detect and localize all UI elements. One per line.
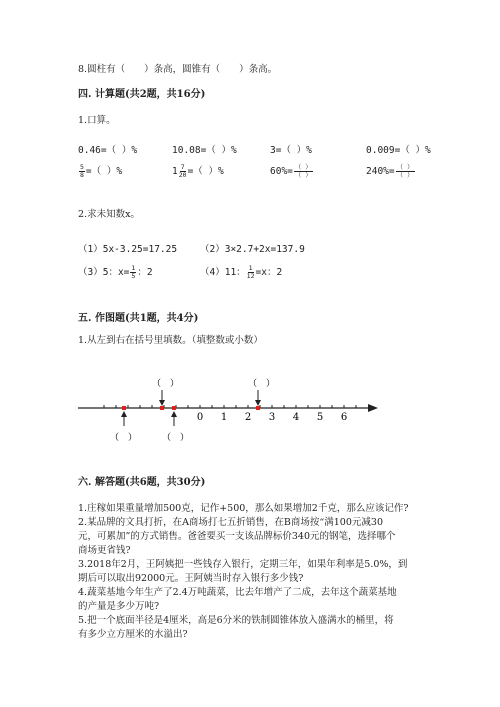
frac-den: 8 [80, 171, 84, 179]
eq3-post: ：2 [137, 267, 153, 278]
frac-num: 5 [80, 163, 84, 171]
section-4-q2: 2.求未知数x。 [78, 209, 140, 220]
oral-r2c2 [172, 164, 224, 179]
marker-1 [122, 406, 126, 410]
blank-bottom-2: （ ） [162, 433, 190, 443]
marker-3 [172, 406, 176, 410]
frac-num: （ ） [396, 163, 414, 171]
problem-2-line-1: 2.某品牌的文具打折，在A商场打七五折销售，在B商场按“满100元减30 [78, 517, 383, 528]
problem-5-line-1: 5.把一个底面半径是4厘米，高是6分米的铁制圆锥体放入盛满水的桶里，将 [78, 615, 394, 626]
section-4-title: 四. 计算题(共2题，共16分) [78, 89, 206, 100]
tick-label-4: 4 [292, 412, 300, 423]
mixed-whole: 1 [172, 166, 178, 177]
marker-2 [160, 406, 164, 410]
number-line-figure [70, 368, 390, 448]
frac-den: （ ） [294, 171, 312, 179]
blank-bottom-1: （ ） [110, 433, 138, 443]
frac-num: 7 [180, 163, 185, 171]
blank-top-2: （ ） [248, 379, 276, 389]
up-arrow-1-head-icon [121, 411, 127, 417]
section-6-title: 六. 解答题(共6题，共30分) [78, 477, 206, 488]
oral-r2c3-pre: 60%= [270, 166, 293, 177]
oral-r1c2: 10.08=（ ）% [172, 145, 237, 156]
oral-r1c3: 3=（ ）% [270, 145, 312, 156]
equation-3 [78, 265, 153, 280]
oral-r2c2-rest: =（ ）% [187, 166, 224, 177]
equation-4 [200, 265, 282, 280]
section-4-q1: 1.口算。 [78, 115, 116, 126]
oral-r2c4-pre: 240%= [366, 166, 395, 177]
frac-den: （ ） [396, 171, 414, 179]
problem-5-line-2: 有多少立方厘米的水溢出? [78, 629, 188, 640]
frac-den: 20 [178, 171, 187, 179]
oral-r1c1: 0.46=（ ）% [78, 145, 138, 156]
frac-num: 1 [248, 264, 253, 272]
frac-num: （ ） [294, 163, 312, 171]
eq3-pre: （3）5：x= [78, 267, 130, 278]
section-5-title: 五. 作图题(共1题，共4分) [78, 313, 199, 324]
tick-label-0: 0 [196, 412, 204, 423]
question-8: 8.圆柱有（ ）条高，圆锥有（ ）条高。 [78, 64, 278, 75]
tick-label-6: 6 [340, 412, 348, 423]
problem-2-line-2: 元，可累加”的方式销售。爸爸要买一支该品牌标价340元的钢笔，选择哪个 [78, 531, 396, 542]
oral-r2c1 [78, 164, 122, 179]
problem-1: 1.庄稼如果重量增加500克，记作+500，那么如果增加2千克，那么应该记作? [78, 503, 409, 514]
equation-2: （2）3×2.7+2x=137.9 [200, 244, 305, 255]
problem-3-line-1: 3.2018年2月，王阿姨把一些钱存入银行，定期三年，如果年利率是5.0%，到 [78, 559, 408, 570]
eq4-post: =x：2 [255, 267, 283, 278]
frac-den: 5 [131, 272, 136, 280]
equation-1: （1）5x-3.25=17.25 [78, 244, 178, 255]
tick-label-5: 5 [316, 412, 324, 423]
oral-r1c4: 0.009=（ ）% [366, 145, 431, 156]
tick-labels [197, 412, 347, 423]
section-5-q1: 1.从左到右在括号里填数。（填整数或小数） [78, 335, 263, 346]
marker-4 [256, 406, 260, 410]
up-arrow-2-head-icon [171, 411, 177, 417]
oral-r2c3 [270, 164, 314, 179]
tick-label-2: 2 [244, 412, 252, 423]
frac-den: 12 [246, 272, 255, 280]
oral-r2c4 [366, 164, 416, 179]
problem-2-line-3: 商场更省钱? [78, 545, 131, 556]
problem-3-line-2: 期后可以取出92000元。王阿姨当时存入银行多少钱? [78, 573, 304, 584]
problem-4-line-2: 的产量是多少万吨? [78, 601, 160, 612]
axis-arrow-icon [368, 404, 378, 412]
tick-label-3: 3 [268, 412, 276, 423]
oral-r2c1-rest: =（ ）% [85, 166, 123, 177]
tick-label-1: 1 [220, 412, 228, 423]
eq4-pre: （4）11： [200, 267, 246, 278]
problem-4-line-1: 4.蔬菜基地今年生产了2.4万吨蔬菜，比去年增产了二成，去年这个蔬菜基地 [78, 587, 397, 598]
blank-top-1: （ ） [152, 379, 180, 389]
frac-num: 1 [131, 264, 136, 272]
